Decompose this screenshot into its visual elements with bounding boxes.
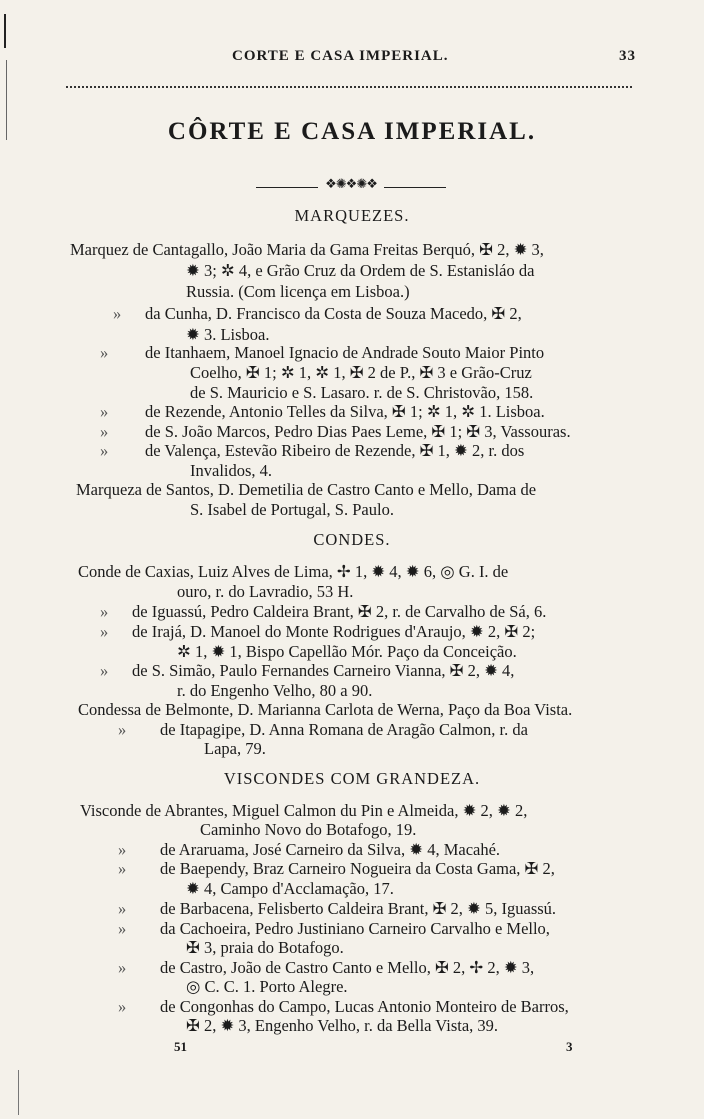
page-number: 33 <box>619 48 636 64</box>
ditto-mark: » <box>118 840 127 859</box>
entry-line: de Barbacena, Felisberto Caldeira Brant, ✠ 2, ✹ 5, Iguassú. <box>160 899 557 918</box>
ditto-mark: » <box>118 958 127 977</box>
ditto-mark: » <box>100 602 109 621</box>
entry-line: de S. Mauricio e S. Lasaro. r. de S. Christovão, 158. <box>190 383 534 402</box>
entry-line: de Itapagipe, D. Anna Romana de Aragão Calmon, r. da <box>160 720 528 739</box>
entry-line: da Cunha, D. Francisco da Costa de Souza Macedo, ✠ 2, <box>145 304 522 323</box>
ditto-mark: » <box>113 304 122 323</box>
entry-line: de Valença, Estevão Ribeiro de Rezende, ✠ 1, ✹ 2, r. dos <box>145 441 525 460</box>
header-rule <box>66 86 632 88</box>
entry-line: Lapa, 79. <box>204 739 266 758</box>
ditto-mark: » <box>118 720 127 739</box>
entry-line: de Baependy, Braz Carneiro Nogueira da Costa Gama, ✠ 2, <box>160 859 555 878</box>
entry-line: de Castro, João de Castro Canto e Mello, ✠ 2, ✢ 2, ✹ 3, <box>160 958 535 977</box>
entry-line: ✹ 3; ✲ 4, e Grão Cruz da Ordem de S. Estanisláo da <box>186 261 535 280</box>
entry-line: Marqueza de Santos, D. Demetilia de Castro Canto e Mello, Dama de <box>76 480 537 499</box>
ornament-divider <box>256 177 446 194</box>
ditto-mark: » <box>118 859 127 878</box>
signature-mark-right: 3 <box>566 1039 573 1054</box>
ditto-mark: » <box>100 343 109 362</box>
entry-line: Visconde de Abrantes, Miguel Calmon du Pin e Almeida, ✹ 2, ✹ 2, <box>80 801 528 820</box>
entry-line: ✠ 3, praia do Botafogo. <box>186 938 344 957</box>
entry-line: ✲ 1, ✹ 1, Bispo Capellão Mór. Paço da Conceição. <box>177 642 517 661</box>
entry-line: Coelho, ✠ 1; ✲ 1, ✲ 1, ✠ 2 de P., ✠ 3 e Grão-Cruz <box>190 363 532 382</box>
entry-line: de Congonhas do Campo, Lucas Antonio Monteiro de Barros, <box>160 997 569 1016</box>
ditto-mark: » <box>118 997 127 1016</box>
entry-line: de Irajá, D. Manoel do Monte Rodrigues d'Araujo, ✹ 2, ✠ 2; <box>132 622 536 641</box>
entry-line: ◎ C. C. 1. Porto Alegre. <box>186 977 348 996</box>
entry-line: Conde de Caxias, Luiz Alves de Lima, ✢ 1, ✹ 4, ✹ 6, ◎ G. I. de <box>78 562 509 581</box>
section-heading-condes: CONDES. <box>313 530 391 549</box>
entry-line: de Itanhaem, Manoel Ignacio de Andrade Souto Maior Pinto <box>145 343 545 362</box>
entry-line: ✹ 3. Lisboa. <box>186 325 270 344</box>
entry-line: ✠ 2, ✹ 3, Engenho Velho, r. da Bella Vista, 39. <box>186 1016 499 1035</box>
ditto-mark: » <box>118 899 127 918</box>
entry-line: de Rezende, Antonio Telles da Silva, ✠ 1; ✲ 1, ✲ 1. Lisboa. <box>145 402 545 421</box>
entry-line: da Cachoeira, Pedro Justiniano Carneiro Carvalho e Mello, <box>160 919 550 938</box>
section-heading-marquezes: MARQUEZES. <box>294 206 410 225</box>
entry-line: Marquez de Cantagallo, João Maria da Gama Freitas Berquó, ✠ 2, ✹ 3, <box>70 240 544 259</box>
ditto-mark: » <box>100 661 109 680</box>
entry-line: r. do Engenho Velho, 80 a 90. <box>177 681 373 700</box>
entry-line: ✹ 4, Campo d'Acclamação, 17. <box>186 879 394 898</box>
ditto-mark: » <box>100 441 109 460</box>
entry-line: de S. Simão, Paulo Fernandes Carneiro Vianna, ✠ 2, ✹ 4, <box>132 661 515 680</box>
signature-mark-left: 51 <box>174 1039 187 1054</box>
ornament-icon: ❖✺❖✺❖ <box>325 177 377 192</box>
running-title: CORTE E CASA IMPERIAL. <box>232 48 449 64</box>
entry-line: Caminho Novo do Botafogo, 19. <box>200 820 417 839</box>
entry-line: Russia. (Com licença em Lisboa.) <box>186 282 410 301</box>
entry-line: S. Isabel de Portugal, S. Paulo. <box>190 500 394 519</box>
bottom-margin-mark <box>18 1070 19 1115</box>
ditto-mark: » <box>100 422 109 441</box>
left-margin-mark <box>4 14 6 48</box>
section-heading-viscondes: VISCONDES COM GRANDEZA. <box>223 769 481 788</box>
page-title: CÔRTE E CASA IMPERIAL. <box>167 118 537 145</box>
entry-line: Condessa de Belmonte, D. Marianna Carlota de Werna, Paço da Boa Vista. <box>78 700 573 719</box>
ditto-mark: » <box>118 919 127 938</box>
entry-line: ouro, r. do Lavradio, 53 H. <box>177 582 354 601</box>
entry-line: de S. João Marcos, Pedro Dias Paes Leme, ✠ 1; ✠ 3, Vassouras. <box>145 422 571 441</box>
ditto-mark: » <box>100 402 109 421</box>
entry-line: de Iguassú, Pedro Caldeira Brant, ✠ 2, r. de Carvalho de Sá, 6. <box>132 602 547 621</box>
entry-line: de Araruama, José Carneiro da Silva, ✹ 4, Macahé. <box>160 840 501 859</box>
entry-line: Invalidos, 4. <box>190 461 273 480</box>
ditto-mark: » <box>100 622 109 641</box>
